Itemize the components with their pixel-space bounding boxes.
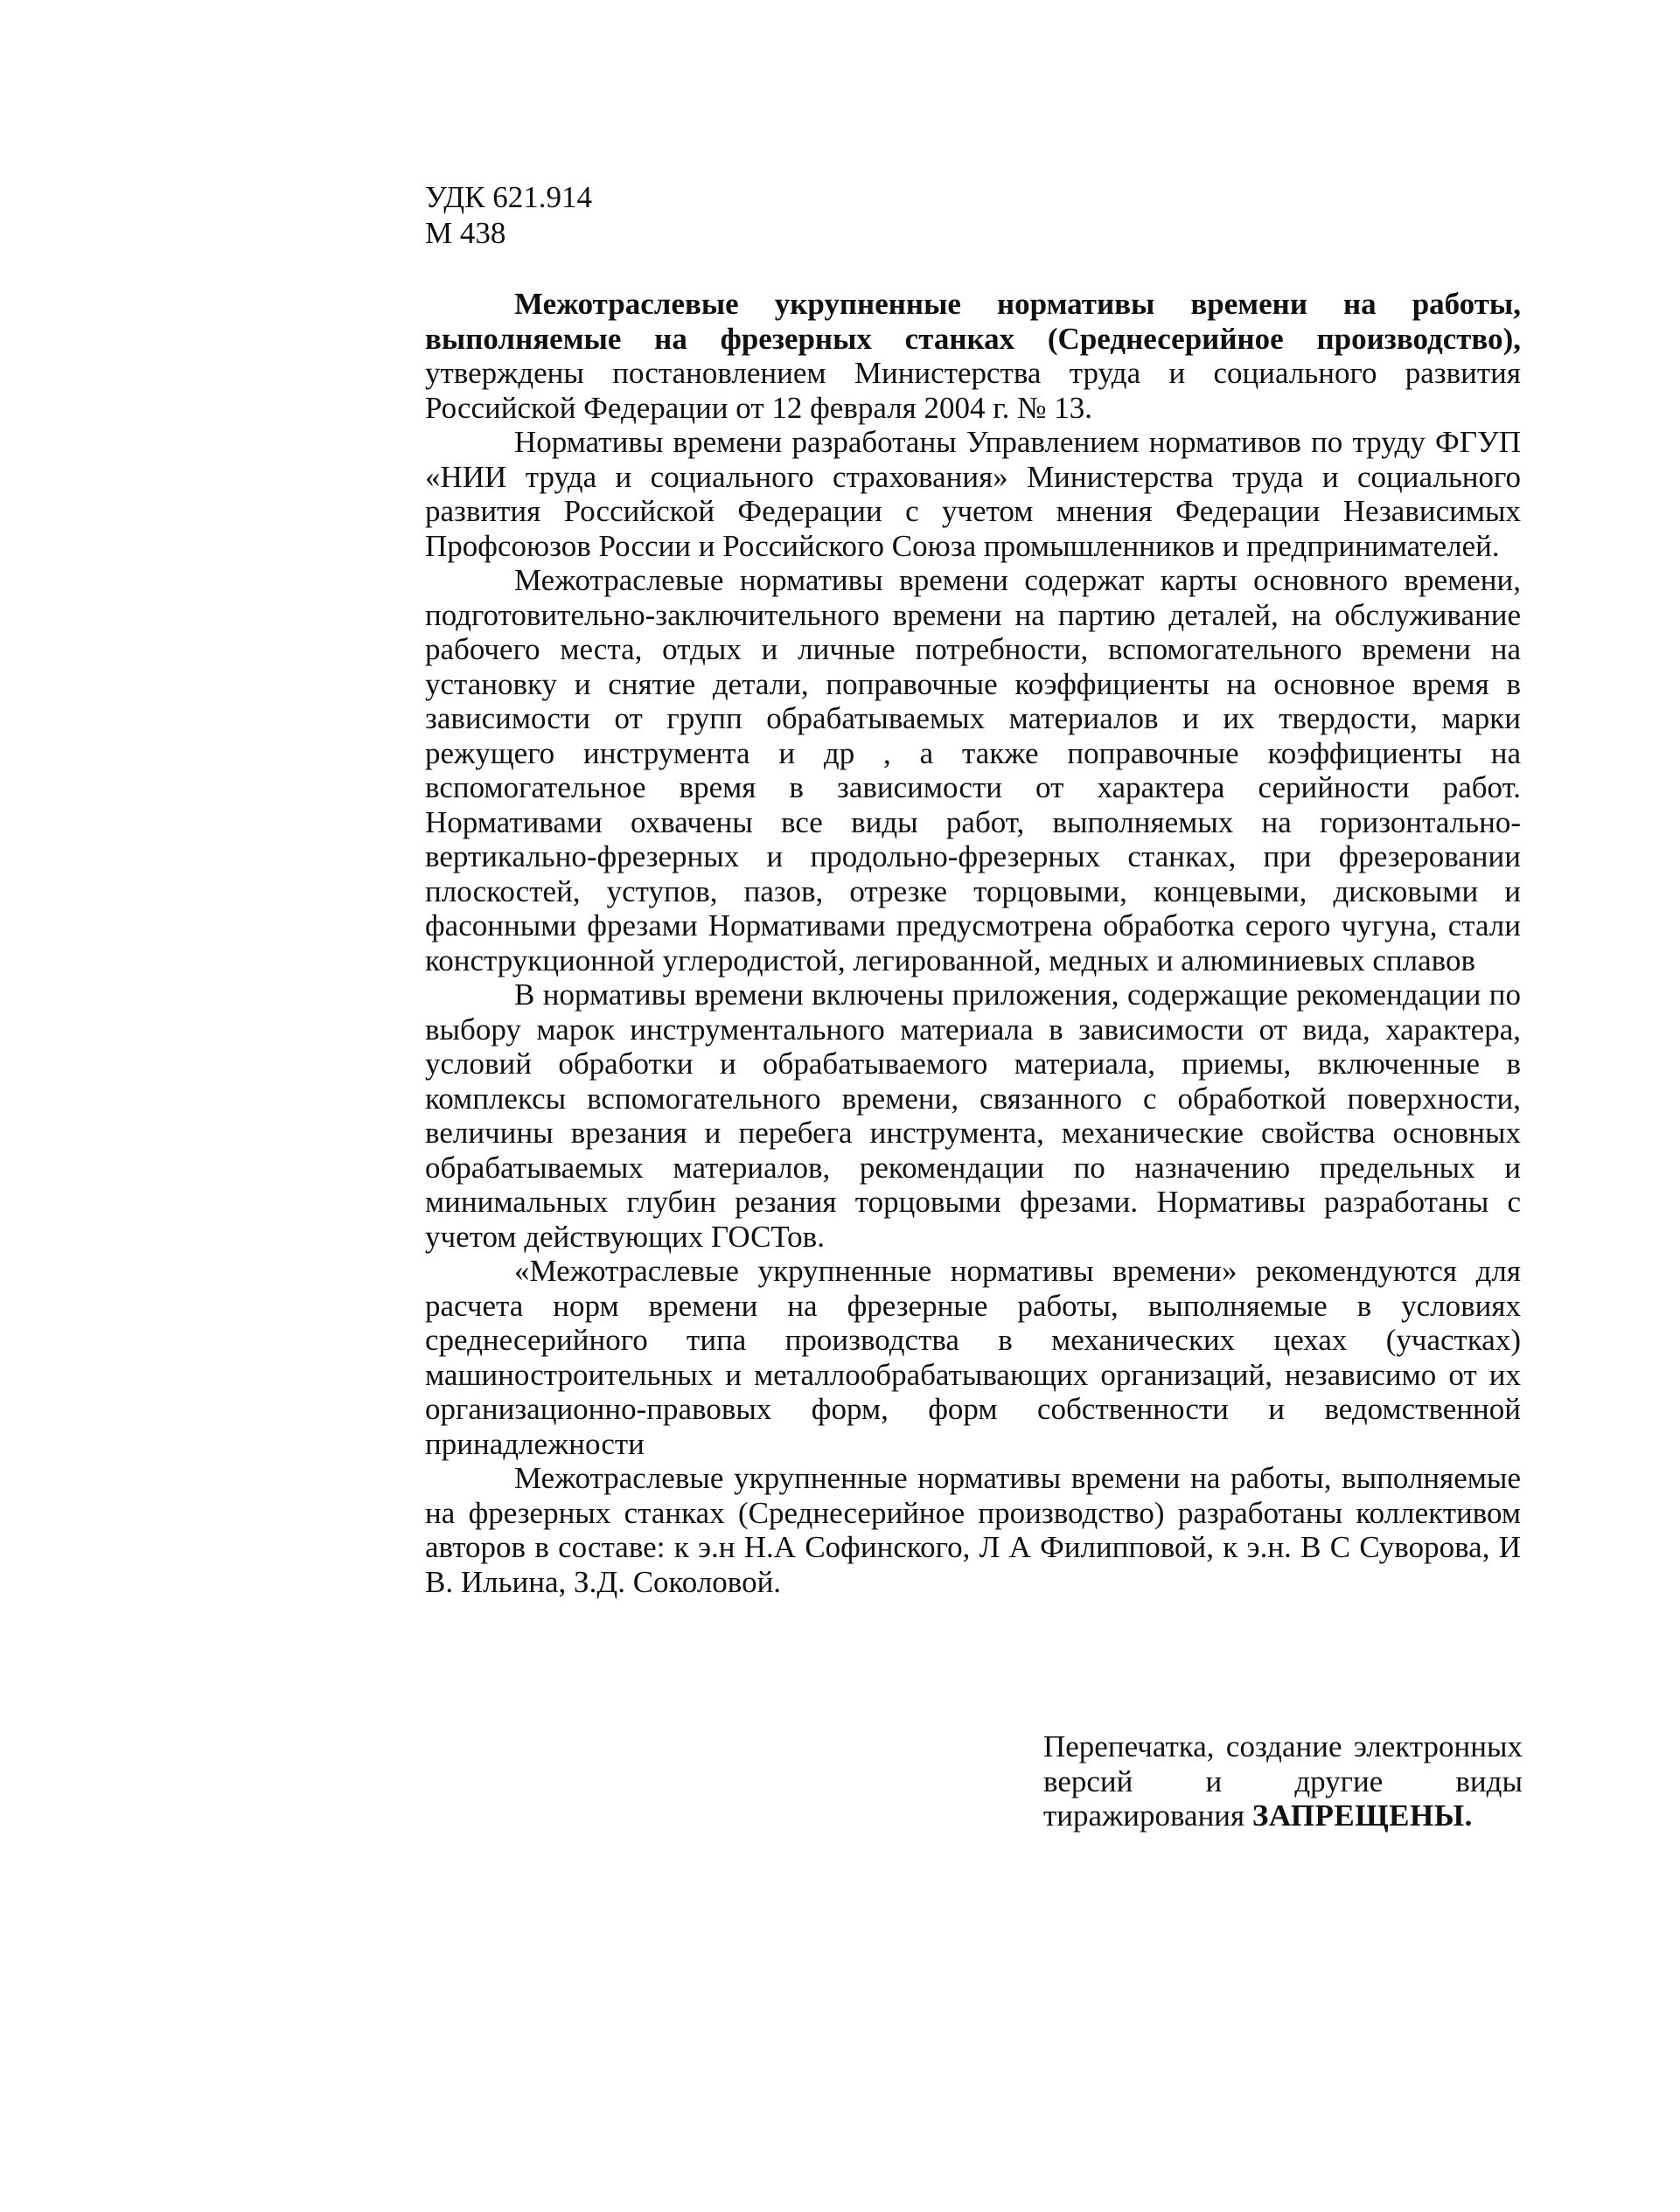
- paragraph-authors: Межотраслевые укрупненные нормативы времени на работы, выполняемые на фрезерных станках (Среднесерийное производство) разработаны коллективом авторов в составе: к э.н Н.А Софинского, Л А Филипповой, к э.н. В С Суворова, И В. Ильина, З.Д. Соколовой.: [425, 1461, 1521, 1599]
- classification-codes: [425, 179, 592, 251]
- paragraph-appendices: В нормативы времени включены приложения, содержащие рекомендации по выбору марок инструментального материала в зависимости от вида, характера, условий обработки и обрабатываемого материала, приемы, включенные в комплексы вспомогательного времени, связанного с обработкой поверхности, величины врезания и перебега инструмента, механические свойства основных обрабатываемых материалов, рекомендации по назначению предельных и минимальных глубин резания торцовыми фрезами. Нормативы разработаны с учетом действующих ГОСТов.: [425, 977, 1521, 1254]
- copyright-prohibited: ЗАПРЕЩЕНЫ.: [1251, 1798, 1473, 1833]
- copyright-text: Перепечатка, создание электронных версий и другие виды тиражирования: [1043, 1729, 1523, 1833]
- intro-paragraph: [425, 287, 1521, 425]
- document-title: Межотраслевые укрупненные нормативы времени на работы, выполняемые на фрезерных станках (Среднесерийное производство),: [425, 287, 1521, 356]
- document-body: [425, 287, 1521, 1599]
- catalog-code: М 438: [425, 216, 506, 250]
- approval-statement: утверждены постановлением Министерства труда и социального развития Российской Федерации от 12 февраля 2004 г. № 13.: [425, 356, 1521, 425]
- paragraph-application: «Межотраслевые укрупненные нормативы времени» рекомендуются для расчета норм времени на фрезерные работы, выполняемые в условиях среднесерийного типа производства в механических цехах (участках) машиностроительных и металлообрабатывающих организаций, независимо от их организационно-правовых форм, форм собственности и ведомственной принадлежности: [425, 1254, 1521, 1461]
- paragraph-developers: Нормативы времени разработаны Управлением нормативов по труду ФГУП «НИИ труда и социального страхования» Министерства труда и социального развития Российской Федерации с учетом мнения Федерации Независимых Профсоюзов России и Российского Союза промышленников и предпринимателей.: [425, 425, 1521, 563]
- copyright-notice: [1043, 1729, 1523, 1833]
- udk-code: УДК 621.914: [425, 180, 592, 214]
- paragraph-contents: Межотраслевые нормативы времени содержат карты основного времени, подготовительно-заключительного времени на партию деталей, на обслуживание рабочего места, отдых и личные потребности, вспомогательного времени на установку и снятие детали, поправочные коэффициенты на основное время в зависимости от групп обрабатываемых материалов и их твердости, марки режущего инструмента и др , а также поправочные коэффициенты на вспомогательное время в зависимости от характера серийности работ. Нормативами охвачены все виды работ, выполняемых на горизонтально-вертикально-фрезерных и продольно-фрезерных станках, при фрезеровании плоскостей, уступов, пазов, отрезке торцовыми, концевыми, дисковыми и фасонными фрезами Нормативами предусмотрена обработка серого чугуна, стали конструкционной углеродистой, легированной, медных и алюминиевых сплавов: [425, 563, 1521, 977]
